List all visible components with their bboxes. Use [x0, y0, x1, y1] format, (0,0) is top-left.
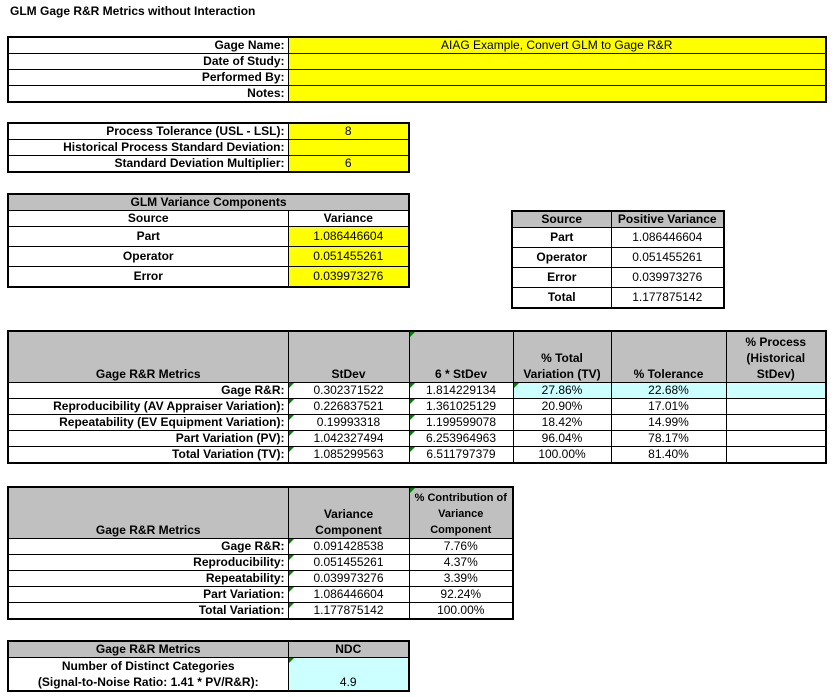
ndc-table — [7, 640, 410, 692]
performed-by-label: Performed By: — [8, 70, 288, 86]
glm-source-header: Source — [8, 211, 288, 227]
metrics-pct-proc-gage-rr — [726, 383, 826, 399]
metrics-pct-tv-part-variation: 96.04% — [513, 431, 611, 447]
metrics-header-pct-process: % Process (Historical StDev) — [726, 331, 826, 383]
glm-variance-part[interactable]: 1.086446604 — [288, 227, 409, 247]
positive-value-error: 0.039973276 — [611, 268, 724, 288]
ndc-label-line1: Number of Distinct Categories — [61, 659, 235, 673]
metrics-pct-proc-part-variation — [726, 431, 826, 447]
positive-source-operator: Operator — [512, 248, 611, 268]
metrics-pct-tv-repeatability: 18.42% — [513, 415, 611, 431]
contribution-table — [7, 486, 514, 620]
contrib-pct-repeatability: 3.39% — [409, 571, 513, 587]
metrics-header-label: Gage R&R Metrics — [8, 331, 288, 383]
metrics-stdev-gage-rr: 0.302371522 — [288, 383, 409, 399]
metrics-pct-tv-total-variation: 100.00% — [513, 447, 611, 464]
metrics-pct-tol-gage-rr: 22.68% — [611, 383, 726, 399]
date-of-study-field[interactable] — [288, 54, 826, 70]
process-table — [7, 122, 410, 173]
contrib-label-part-variation: Part Variation: — [8, 587, 288, 603]
notes-field[interactable] — [288, 86, 826, 103]
contrib-vc-gage-rr: 0.091428538 — [288, 539, 409, 555]
stdev-multiplier-label: Standard Deviation Multiplier: — [8, 156, 288, 173]
page-title: GLM Gage R&R Metrics without Interaction — [10, 4, 256, 18]
glm-variance-table — [7, 193, 410, 288]
metrics-header-six-stdev: 6 * StDev — [409, 331, 513, 383]
metrics-label-total-variation: Total Variation (TV): — [8, 447, 288, 464]
metrics-header-pct-tv: % Total Variation (TV) — [513, 331, 611, 383]
contrib-label-total-variation: Total Variation: — [8, 603, 288, 620]
stdev-multiplier-field[interactable]: 6 — [288, 156, 409, 173]
metrics-six-total-variation: 6.511797379 — [409, 447, 513, 464]
positive-value-part: 1.086446604 — [611, 228, 724, 248]
metrics-stdev-total-variation: 1.085299563 — [288, 447, 409, 464]
process-tolerance-field[interactable]: 8 — [288, 123, 409, 140]
positive-value-total: 1.177875142 — [611, 288, 724, 309]
metrics-six-part-variation: 6.253964963 — [409, 431, 513, 447]
ndc-label-line2: (Signal-to-Noise Ratio: 1.41 * PV/R&R): — [37, 675, 259, 689]
ndc-label — [8, 658, 288, 692]
historical-stdev-field[interactable] — [288, 140, 409, 156]
ndc-header-label: Gage R&R Metrics — [8, 641, 288, 658]
process-tolerance-label: Process Tolerance (USL - LSL): — [8, 123, 288, 140]
contrib-label-repeatability: Repeatability: — [8, 571, 288, 587]
date-of-study-label: Date of Study: — [8, 54, 288, 70]
positive-source-header: Source — [512, 211, 611, 228]
metrics-stdev-reproducibility: 0.226837521 — [288, 399, 409, 415]
metrics-pct-proc-repeatability — [726, 415, 826, 431]
metrics-pct-proc-reproducibility — [726, 399, 826, 415]
metrics-label-part-variation: Part Variation (PV): — [8, 431, 288, 447]
ndc-header-value: NDC — [288, 641, 409, 658]
metrics-stdev-part-variation: 1.042327494 — [288, 431, 409, 447]
contrib-label-gage-rr: Gage R&R: — [8, 539, 288, 555]
contrib-pct-gage-rr: 7.76% — [409, 539, 513, 555]
glm-variance-operator[interactable]: 0.051455261 — [288, 247, 409, 267]
metrics-label-reproducibility: Reproducibility (AV Appraiser Variation): — [8, 399, 288, 415]
metrics-stdev-repeatability: 0.19993318 — [288, 415, 409, 431]
glm-source-error: Error — [8, 267, 288, 288]
gage-metrics-table — [7, 330, 827, 464]
contrib-label-reproducibility: Reproducibility: — [8, 555, 288, 571]
contrib-header-label: Gage R&R Metrics — [8, 487, 288, 539]
metrics-header-pct-tol: % Tolerance — [611, 331, 726, 383]
metrics-six-reproducibility: 1.361025129 — [409, 399, 513, 415]
metrics-pct-tol-part-variation: 78.17% — [611, 431, 726, 447]
metrics-six-repeatability: 1.199599078 — [409, 415, 513, 431]
metrics-pct-tol-repeatability: 14.99% — [611, 415, 726, 431]
ndc-value: 4.9 — [288, 658, 409, 692]
metrics-pct-tv-gage-rr: 27.86% — [513, 383, 611, 399]
glm-source-part: Part — [8, 227, 288, 247]
gage-name-field[interactable]: AIAG Example, Convert GLM to Gage R&R — [288, 37, 826, 54]
glm-variance-header: Variance — [288, 211, 409, 227]
contrib-header-vc: Variance Component — [288, 487, 409, 539]
positive-variance-header: Positive Variance — [611, 211, 724, 228]
metrics-pct-tol-reproducibility: 17.01% — [611, 399, 726, 415]
metrics-six-gage-rr: 1.814229134 — [409, 383, 513, 399]
positive-value-operator: 0.051455261 — [611, 248, 724, 268]
metrics-pct-proc-total-variation — [726, 447, 826, 464]
positive-source-part: Part — [512, 228, 611, 248]
metrics-pct-tol-total-variation: 81.40% — [611, 447, 726, 464]
contrib-pct-total-variation: 100.00% — [409, 603, 513, 620]
contrib-pct-part-variation: 92.24% — [409, 587, 513, 603]
positive-source-error: Error — [512, 268, 611, 288]
contrib-vc-part-variation: 1.086446604 — [288, 587, 409, 603]
glm-header: GLM Variance Components — [8, 194, 409, 211]
glm-variance-error[interactable]: 0.039973276 — [288, 267, 409, 288]
performed-by-field[interactable] — [288, 70, 826, 86]
contrib-vc-total-variation: 1.177875142 — [288, 603, 409, 620]
metrics-pct-tv-reproducibility: 20.90% — [513, 399, 611, 415]
metrics-label-gage-rr: Gage R&R: — [8, 383, 288, 399]
metrics-header-stdev: StDev — [288, 331, 409, 383]
positive-variance-table — [511, 210, 725, 309]
contrib-vc-repeatability: 0.039973276 — [288, 571, 409, 587]
positive-source-total: Total — [512, 288, 611, 309]
metrics-label-repeatability: Repeatability (EV Equipment Variation): — [8, 415, 288, 431]
historical-stdev-label: Historical Process Standard Deviation: — [8, 140, 288, 156]
study-info-table — [7, 36, 827, 103]
glm-source-operator: Operator — [8, 247, 288, 267]
notes-label: Notes: — [8, 86, 288, 103]
gage-name-label: Gage Name: — [8, 37, 288, 54]
contrib-vc-reproducibility: 0.051455261 — [288, 555, 409, 571]
contrib-pct-reproducibility: 4.37% — [409, 555, 513, 571]
contrib-header-pct: % Contribution of Variance Component — [409, 487, 513, 539]
